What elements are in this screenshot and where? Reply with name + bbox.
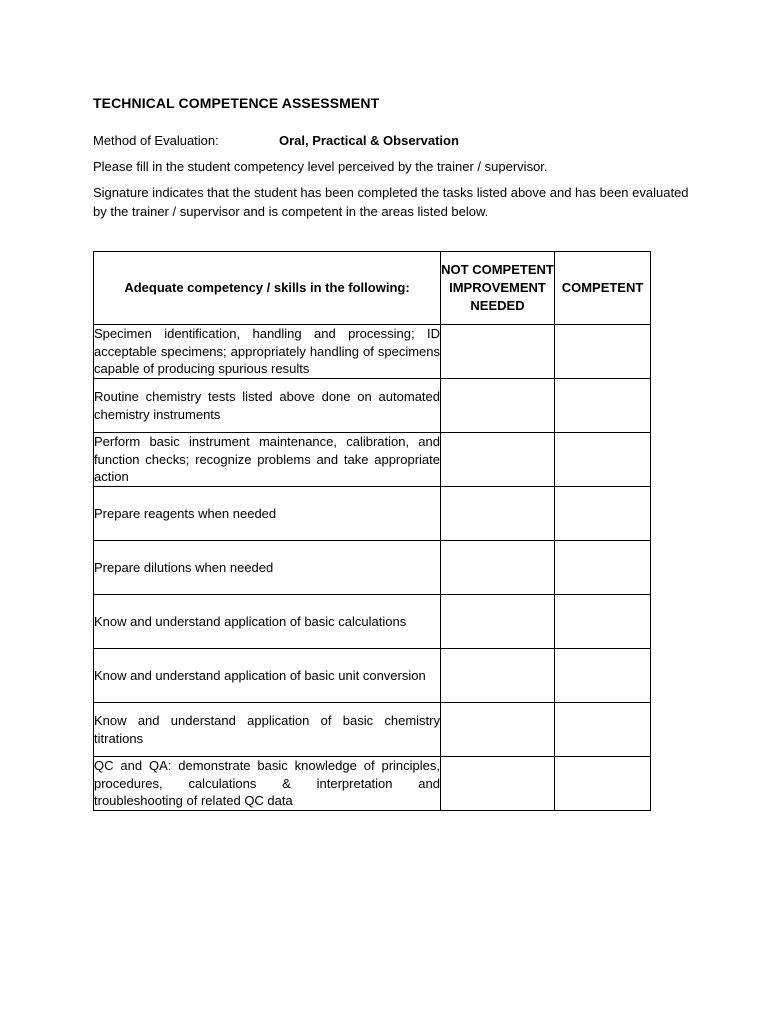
skill-cell: Prepare reagents when needed [94, 487, 441, 541]
competent-cell[interactable] [555, 595, 651, 649]
not-competent-cell[interactable] [441, 433, 555, 487]
competent-cell[interactable] [555, 433, 651, 487]
header-competent: COMPETENT [555, 252, 651, 325]
not-competent-cell[interactable] [441, 325, 555, 379]
not-competent-cell[interactable] [441, 703, 555, 757]
table-row [94, 325, 651, 379]
table-row [94, 703, 651, 757]
table-row [94, 433, 651, 487]
competent-cell[interactable] [555, 379, 651, 433]
table-row [94, 487, 651, 541]
competent-cell[interactable] [555, 703, 651, 757]
skill-cell: Perform basic instrument maintenance, calibration, and function checks; recognize problems and take appropriate action [94, 433, 441, 487]
not-competent-cell[interactable] [441, 757, 555, 811]
instructions-text: Please fill in the student competency level perceived by the trainer / supervisor. [93, 159, 548, 174]
competent-cell[interactable] [555, 649, 651, 703]
table-header-row [94, 252, 651, 325]
skill-cell: Know and understand application of basic unit conversion [94, 649, 441, 703]
competent-cell[interactable] [555, 541, 651, 595]
not-competent-cell[interactable] [441, 595, 555, 649]
skill-cell: Know and understand application of basic calculations [94, 595, 441, 649]
table-row [94, 595, 651, 649]
table-row [94, 541, 651, 595]
skill-cell: Prepare dilutions when needed [94, 541, 441, 595]
signature-note: Signature indicates that the student has been completed the tasks listed above and has been evaluated by the trainer / supervisor and is competent in the areas listed below. [93, 185, 689, 219]
not-competent-cell[interactable] [441, 649, 555, 703]
method-label: Method of Evaluation: [93, 133, 219, 148]
header-skill: Adequate competency / skills in the following: [94, 252, 441, 325]
method-of-evaluation [93, 133, 459, 148]
skill-cell: Know and understand application of basic chemistry titrations [94, 703, 441, 757]
competent-cell[interactable] [555, 487, 651, 541]
method-value: Oral, Practical & Observation [279, 133, 459, 148]
table-row [94, 379, 651, 433]
document-title: TECHNICAL COMPETENCE ASSESSMENT [93, 95, 380, 111]
header-not-competent: NOT COMPETENT IMPROVEMENT NEEDED [441, 252, 555, 325]
skill-cell: QC and QA: demonstrate basic knowledge of principles, procedures, calculations & interpretation and troubleshooting of related QC data [94, 757, 441, 811]
competent-cell[interactable] [555, 757, 651, 811]
not-competent-cell[interactable] [441, 487, 555, 541]
skill-cell: Routine chemistry tests listed above done on automated chemistry instruments [94, 379, 441, 433]
skill-cell: Specimen identification, handling and processing; ID acceptable specimens; appropriately handling of specimens capable of producing spurious results [94, 325, 441, 379]
not-competent-cell[interactable] [441, 541, 555, 595]
not-competent-cell[interactable] [441, 379, 555, 433]
competency-table [93, 251, 651, 811]
competent-cell[interactable] [555, 325, 651, 379]
table-row [94, 757, 651, 811]
table-row [94, 649, 651, 703]
